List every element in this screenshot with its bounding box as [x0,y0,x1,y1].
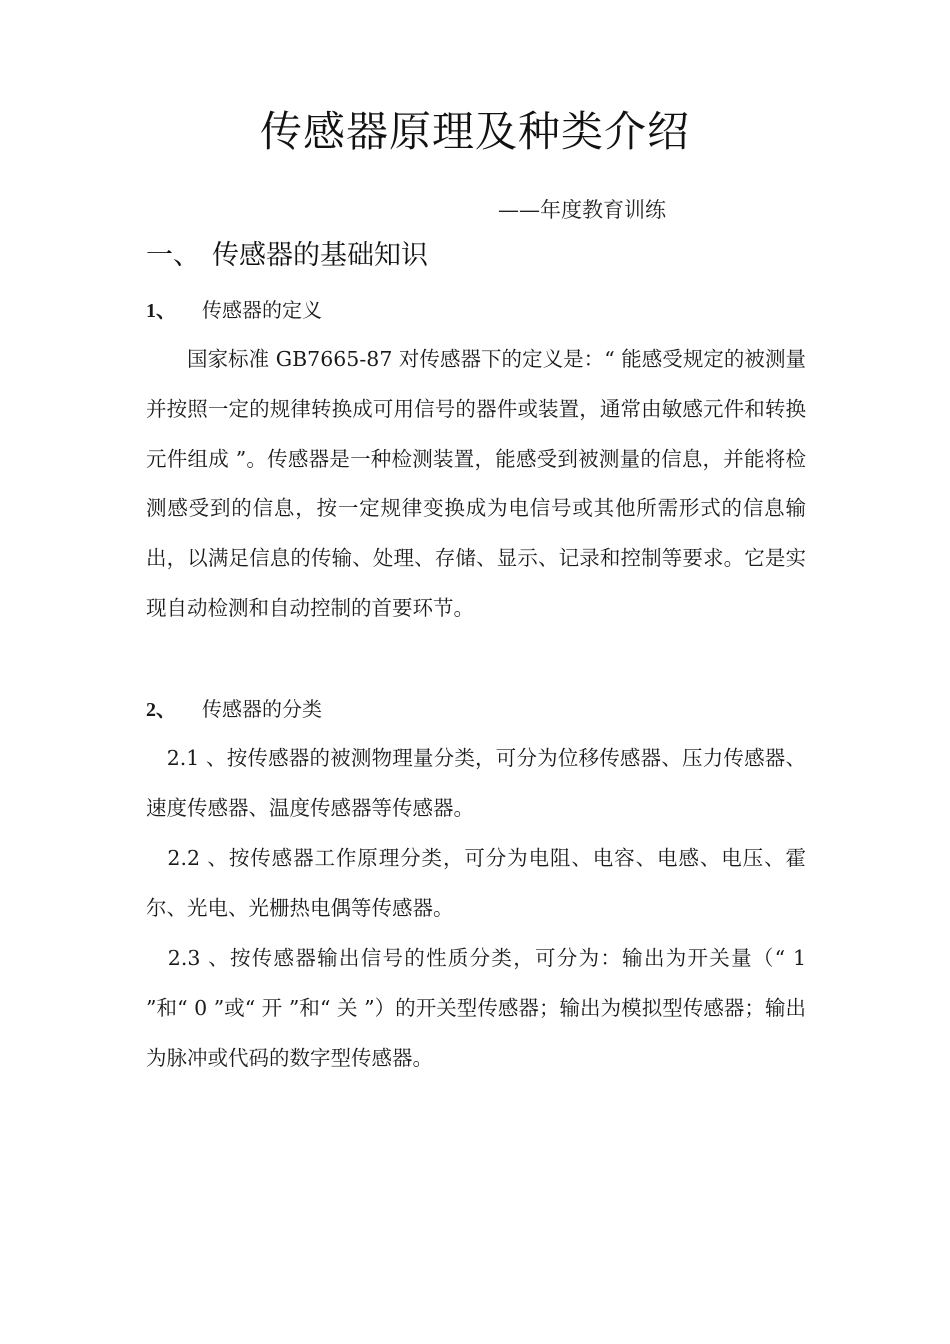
section-heading-1 [146,238,428,274]
classification-item-3: 2.3 、按传感器输出信号的性质分类，可分为：输出为开关量（“ 1 ”和“ 0 ”或“ 开 ”和“ 关 ”）的开关型传感器；输出为模拟型传感器；输出为脉冲或代码的数字型传感器。 [146,946,806,1070]
subsection-number: 2、 [146,699,176,721]
page-title: 传感器原理及种类介绍 [259,107,690,156]
subsection-title: 传感器的分类 [202,697,322,721]
subsection-heading-1 [146,296,322,325]
section-number: 一、 [146,240,200,271]
definition-paragraph: 国家标准 GB7665-87 对传感器下的定义是：“ 能感受规定的被测量并按照一定的规律转换成可用信号的器件或装置，通常由敏感元件和转换元件组成 ”。传感器是一种检测装置，能感受到被测量的信息，并能将检测感受到的信息，按一定规律变换成为电信号或其他所需形式的信息输出，以满足信息的传输、处理、存储、显示、记录和控制等要求。它是实现自动检测和自动控制的首要环节。 [146,347,806,620]
subsection-title: 传感器的定义 [202,298,322,322]
subsection-heading-2 [146,695,322,724]
classification-item-1: 2.1 、按传感器的被测物理量分类，可分为位移传感器、压力传感器、速度传感器、温度传感器等传感器。 [146,746,806,820]
subsection-number: 1、 [146,300,176,322]
page-subtitle: ——年度教育训练 [498,198,666,222]
classification-item-2: 2.2 、按传感器工作原理分类，可分为电阻、电容、电感、电压、霍尔、光电、光栅热电偶等传感器。 [146,846,806,920]
section-title: 传感器的基础知识 [212,240,428,271]
